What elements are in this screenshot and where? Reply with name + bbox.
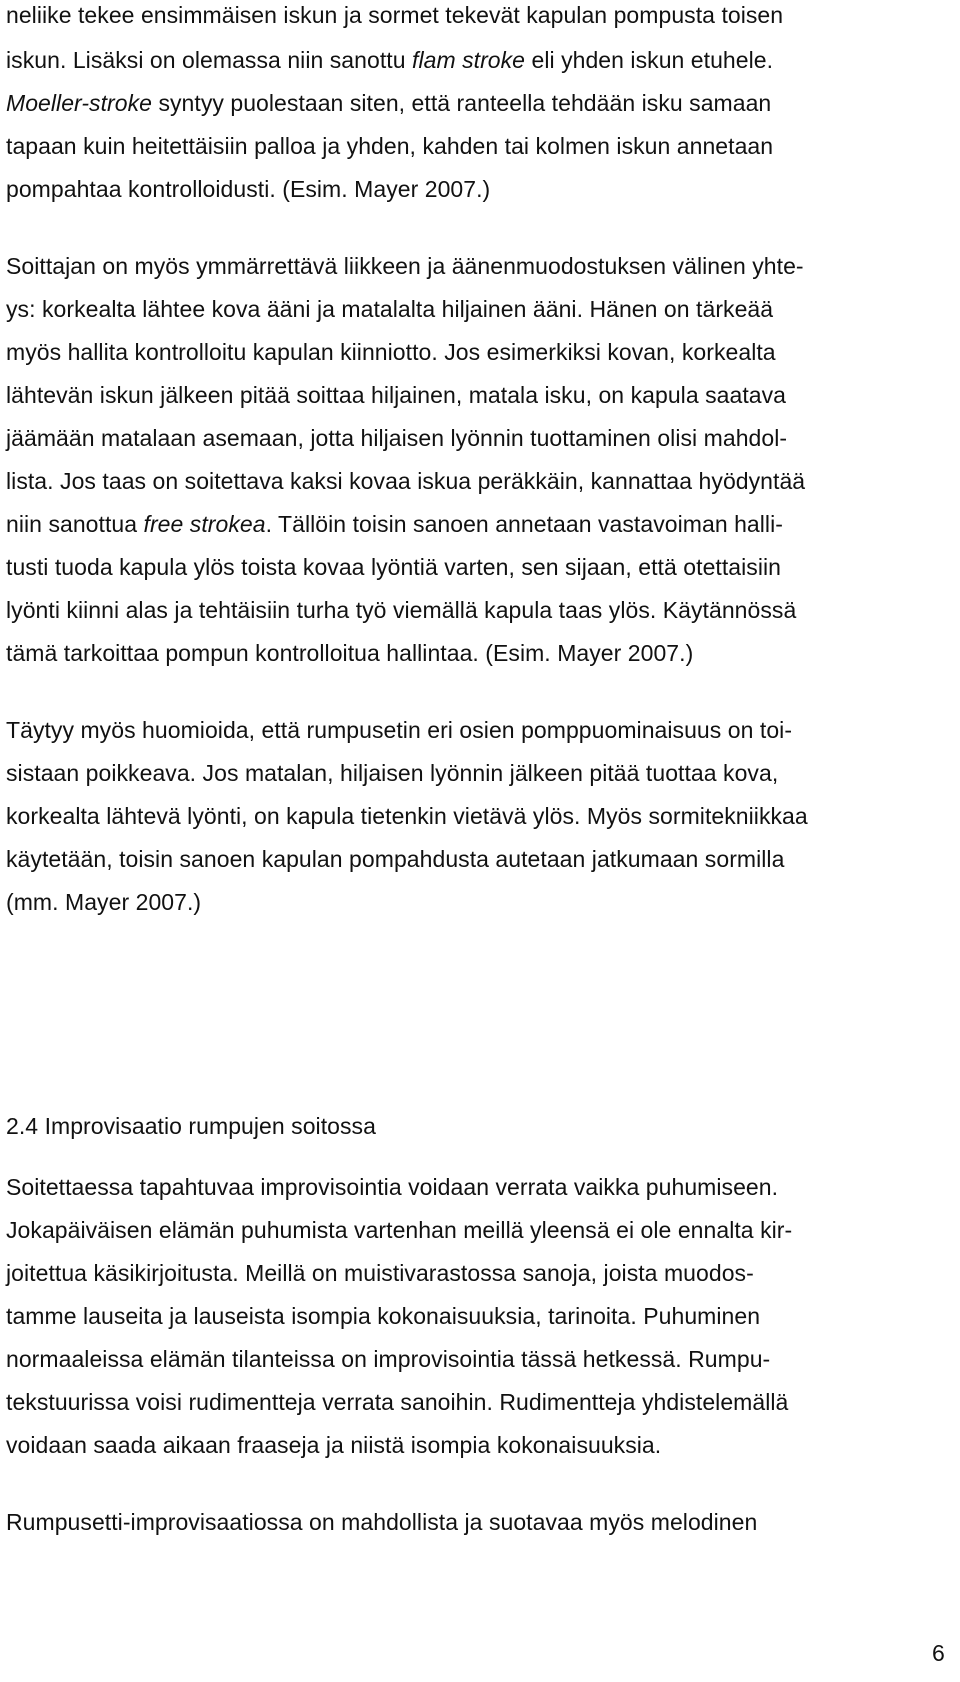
italic-term: Moeller-stroke <box>6 90 152 116</box>
text-line: lista. Jos taas on soitettava kaksi kovaa iskua peräkkäin, kannattaa hyödyntää <box>6 468 806 494</box>
section-heading: 2.4 Improvisaatio rumpujen soitossa <box>6 1113 376 1139</box>
text-line: lyönti kiinni alas ja tehtäisiin turha työ viemällä kapula taas ylös. Käytännössä <box>6 597 797 623</box>
italic-term: free strokea <box>143 511 266 537</box>
text-line: neliike tekee ensimmäisen iskun ja sormet tekevät kapulan pompusta toisen <box>6 2 784 28</box>
text-line: iskun. Lisäksi on olemassa niin sanottu flam stroke eli yhden iskun etuhele. <box>6 47 774 73</box>
text-line: niin sanottua free strokea. Tällöin toisin sanoen annetaan vastavoiman halli- <box>6 511 783 537</box>
text-line: Rumpusetti-improvisaatiossa on mahdollista ja suotavaa myös melodinen <box>6 1509 758 1535</box>
text-line: lähtevän iskun jälkeen pitää soittaa hiljainen, matala isku, on kapula saatava <box>6 382 787 408</box>
text-line: voidaan saada aikaan fraaseja ja niistä isompia kokonaisuuksia. <box>6 1432 662 1458</box>
text-line: jäämään matalaan asemaan, jotta hiljaisen lyönnin tuottaminen olisi mahdol- <box>6 425 788 451</box>
text-line: Moeller-stroke syntyy puolestaan siten, että ranteella tehdään isku samaan <box>6 90 772 116</box>
text-line: tapaan kuin heitettäisiin palloa ja yhden, kahden tai kolmen iskun annetaan <box>6 133 774 159</box>
text-line: tamme lauseita ja lauseista isompia kokonaisuuksia, tarinoita. Puhuminen <box>6 1303 761 1329</box>
italic-term: flam stroke <box>412 47 526 73</box>
text-line: korkealta lähtevä lyönti, on kapula tietenkin vietävä ylös. Myös sormitekniikkaa <box>6 803 808 829</box>
page-number: 6 <box>932 1640 945 1666</box>
text-line: normaaleissa elämän tilanteissa on improvisointia tässä hetkessä. Rumpu- <box>6 1346 771 1372</box>
text-line: Soitettaessa tapahtuvaa improvisointia voidaan verrata vaikka puhumiseen. <box>6 1174 779 1200</box>
text-line: käytetään, toisin sanoen kapulan pompahdusta autetaan jatkumaan sormilla <box>6 846 785 872</box>
text-line: tusti tuoda kapula ylös toista kovaa lyöntiä varten, sen sijaan, että otettaisiin <box>6 554 781 580</box>
text-line: ys: korkealta lähtee kova ääni ja matalalta hiljainen ääni. Hänen on tärkeää <box>6 296 774 322</box>
text-line: tekstuurissa voisi rudimentteja verrata sanoihin. Rudimentteja yhdistelemällä <box>6 1389 789 1415</box>
text-line: tämä tarkoittaa pompun kontrolloitua hallintaa. (Esim. Mayer 2007.) <box>6 640 694 666</box>
text-line: joitettua käsikirjoitusta. Meillä on muistivarastossa sanoja, joista muodos- <box>6 1260 754 1286</box>
text-line: Jokapäiväisen elämän puhumista vartenhan meillä yleensä ei ole ennalta kir- <box>6 1217 793 1243</box>
text-line: myös hallita kontrolloitu kapulan kiinniotto. Jos esimerkiksi kovan, korkealta <box>6 339 776 365</box>
text-line: (mm. Mayer 2007.) <box>6 889 202 915</box>
text-line: sistaan poikkeava. Jos matalan, hiljaisen lyönnin jälkeen pitää tuottaa kova, <box>6 760 779 786</box>
text-line: Soittajan on myös ymmärrettävä liikkeen ja äänenmuodostuksen välinen yhte- <box>6 253 804 279</box>
text-line: pompahtaa kontrolloidusti. (Esim. Mayer 2007.) <box>6 176 491 202</box>
text-line: Täytyy myös huomioida, että rumpusetin eri osien pomppuominaisuus on toi- <box>6 717 793 743</box>
